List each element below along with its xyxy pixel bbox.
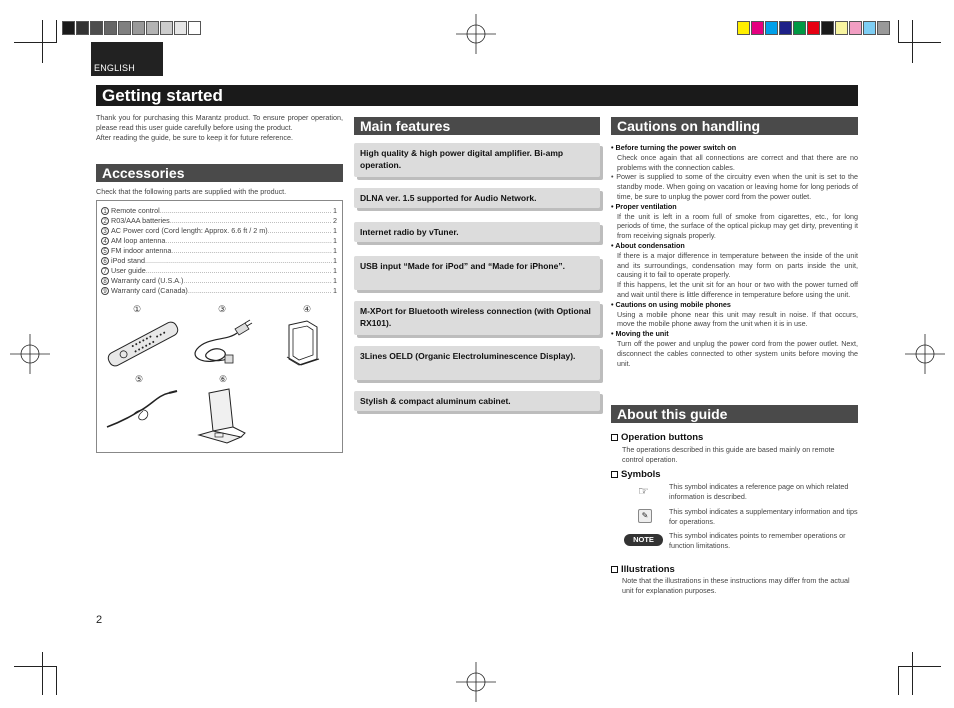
item-label: iPod stand — [111, 256, 145, 265]
illustration-label: ③ — [218, 304, 227, 314]
crop-mark — [56, 20, 57, 42]
crop-mark — [14, 42, 57, 43]
crop-mark — [42, 652, 43, 695]
crop-mark — [898, 42, 941, 43]
color-swatch — [863, 21, 876, 35]
illustration-label: ⑤ — [135, 374, 144, 384]
item-number: 9 — [101, 287, 109, 295]
feature-item: DLNA ver. 1.5 supported for Audio Network. — [354, 188, 600, 208]
item-number: 2 — [101, 217, 109, 225]
color-swatch — [146, 21, 159, 35]
caution-subheading: • Cautions on using mobile phones — [611, 299, 731, 309]
item-quantity: 1 — [333, 236, 337, 245]
caution-text: If there is a major difference in temperature between the inside of the unit and its surroundings, condensation may form on parts inside the unit, causing it to fail to operate properly. — [617, 250, 858, 280]
color-swatch — [90, 21, 103, 35]
crop-mark — [14, 666, 57, 667]
leader-dots — [145, 256, 332, 266]
symbol-tips-text: This symbol indicates a supplementary information and tips for operations. — [669, 507, 858, 526]
accessory-item — [101, 226, 337, 236]
caution-subheading: • Proper ventilation — [611, 201, 677, 211]
remote-control-illustration — [103, 319, 183, 369]
item-number: 7 — [101, 267, 109, 275]
color-swatch — [793, 21, 806, 35]
item-label: Remote control — [111, 206, 160, 215]
illustration-label: ⑥ — [219, 374, 228, 384]
checkbox-icon — [611, 434, 618, 441]
caution-text: If the unit is left in a room full of smoke from cigarettes, etc., for long periods of time, the surface of the optical pickup may get dirty, preventing it from receiving signals properly. — [617, 211, 858, 241]
color-swatch — [877, 21, 890, 35]
crop-mark — [912, 20, 913, 63]
accessory-item — [101, 246, 337, 256]
color-swatch — [76, 21, 89, 35]
checkbox-icon — [611, 566, 618, 573]
page-title: Getting started — [96, 85, 858, 106]
item-quantity: 2 — [333, 216, 337, 225]
registration-mark — [10, 334, 50, 374]
color-swatch — [104, 21, 117, 35]
leader-dots — [183, 276, 332, 286]
operation-buttons-heading: Operation buttons — [611, 432, 703, 443]
accessory-item — [101, 236, 337, 246]
item-label: AM loop antenna — [111, 236, 166, 245]
color-swatch — [779, 21, 792, 35]
symbol-note-text: This symbol indicates points to remember operations or function limitations. — [669, 531, 846, 550]
item-number: 3 — [101, 227, 109, 235]
accessories-box — [96, 200, 343, 453]
accessories-note: Check that the following parts are supplied with the product. — [96, 187, 287, 196]
crop-mark — [56, 666, 57, 695]
cautions-heading: Cautions on handling — [611, 117, 858, 135]
caution-subheading: • Before turning the power switch on — [611, 143, 737, 152]
registration-mark — [905, 334, 945, 374]
illustrations-heading: Illustrations — [611, 564, 675, 575]
color-swatch — [737, 21, 750, 35]
leader-dots — [165, 236, 332, 246]
pencil-icon: ✎ — [638, 509, 652, 523]
item-label: FM indoor antenna — [111, 246, 172, 255]
pointing-hand-icon: ☞ — [638, 484, 649, 498]
item-quantity: 1 — [333, 286, 337, 295]
leader-dots — [170, 216, 332, 226]
illustration-label: ④ — [303, 304, 312, 314]
language-label: ENGLISH — [94, 63, 135, 73]
feature-item: USB input “Made for iPod” and “Made for iPhone”. — [354, 256, 600, 290]
leader-dots — [188, 286, 332, 296]
intro-after: After reading the guide, be sure to keep it for future reference. — [96, 132, 293, 142]
item-label: R03/AAA batteries — [111, 216, 170, 225]
fm-antenna-illustration — [103, 387, 183, 432]
item-quantity: 1 — [333, 246, 337, 255]
item-label: AC Power cord (Cord length: Approx. 6.6 ft / 2 m) — [111, 226, 268, 235]
illustrations-text: Note that the illustrations in these instructions may differ from the actual unit for explanation purposes. — [622, 576, 850, 595]
about-guide-heading: About this guide — [611, 405, 858, 423]
accessory-item — [101, 216, 337, 226]
crop-mark — [42, 20, 43, 63]
color-swatch — [835, 21, 848, 35]
caution-text: Using a mobile phone near this unit may result in noise. If that occurs, move the mobile phone away from the unit when it is in use. — [617, 309, 858, 329]
crop-mark — [898, 20, 899, 42]
crop-mark — [912, 652, 913, 695]
feature-item: Stylish & compact aluminum cabinet. — [354, 391, 600, 411]
color-swatch — [62, 21, 75, 35]
intro-paragraph: Thank you for purchasing this Marantz product. To ensure proper operation, please read this user guide carefully before using the product. — [96, 113, 343, 132]
item-quantity: 1 — [333, 276, 337, 285]
color-swatch — [807, 21, 820, 35]
item-label: Warranty card (U.S.A.) — [111, 276, 184, 285]
item-quantity: 1 — [333, 256, 337, 265]
caution-text: If this happens, let the unit sit for an hour or two with the power turned off and wait until there is little difference in temperature before using the unit. — [617, 280, 858, 299]
gray-swatch-strip — [62, 21, 202, 35]
item-quantity: 1 — [333, 206, 337, 215]
caution-text: • Power is supplied to some of the circuitry even when the unit is set to the standby mode. When going on vacation or leaving home for long periods of time, be sure to unplug the power cord from the power outlet. — [611, 172, 858, 201]
accessory-item — [101, 256, 337, 266]
note-badge: NOTE — [624, 534, 663, 546]
item-number: 1 — [101, 207, 109, 215]
accessory-item — [101, 266, 337, 276]
leader-dots — [171, 246, 332, 256]
page-number: 2 — [96, 614, 103, 626]
symbol-reference-text: This symbol indicates a reference page on which related information is described. — [669, 482, 849, 501]
color-swatch — [174, 21, 187, 35]
accessories-list — [101, 206, 337, 296]
item-quantity: 1 — [333, 226, 337, 235]
symbols-heading: Symbols — [611, 469, 661, 480]
feature-item: M-XPort for Bluetooth wireless connection (with Optional RX101). — [354, 301, 600, 335]
operation-buttons-text: The operations described in this guide are based mainly on remote control operation. — [622, 445, 835, 464]
registration-mark — [456, 662, 496, 702]
item-number: 5 — [101, 247, 109, 255]
language-tab — [91, 42, 163, 76]
feature-item: High quality & high power digital amplifier. Bi-amp operation. — [354, 143, 600, 177]
registration-mark — [456, 14, 496, 54]
item-label: User guide — [111, 266, 146, 275]
caution-subheading: • Moving the unit — [611, 329, 669, 339]
color-swatch — [849, 21, 862, 35]
color-swatch — [132, 21, 145, 35]
item-number: 4 — [101, 237, 109, 245]
crop-mark — [898, 666, 941, 667]
leader-dots — [268, 226, 332, 236]
color-swatch — [160, 21, 173, 35]
item-quantity: 1 — [333, 266, 337, 275]
item-label: Warranty card (Canada) — [111, 286, 188, 295]
accessory-item — [101, 276, 337, 286]
color-swatch — [751, 21, 764, 35]
ipod-stand-illustration — [195, 387, 255, 447]
item-number: 8 — [101, 277, 109, 285]
accessory-item — [101, 286, 337, 296]
color-swatch — [821, 21, 834, 35]
color-swatch — [118, 21, 131, 35]
feature-item: 3Lines OELD (Organic Electroluminescence Display). — [354, 346, 600, 380]
illustration-label: ① — [133, 304, 142, 314]
checkbox-icon — [611, 471, 618, 478]
power-cord-illustration — [187, 319, 257, 369]
color-swatch-strip — [737, 21, 891, 35]
intro-text — [96, 113, 343, 142]
color-swatch — [765, 21, 778, 35]
am-antenna-illustration — [283, 319, 323, 369]
caution-text: Check once again that all connections are correct and that there are no problems with the connection cables. — [617, 152, 858, 172]
cautions-text — [611, 143, 858, 368]
item-number: 6 — [101, 257, 109, 265]
caution-subheading: • About condensation — [611, 240, 685, 250]
leader-dots — [146, 266, 332, 276]
feature-item: Internet radio by vTuner. — [354, 222, 600, 242]
accessory-item — [101, 206, 337, 216]
leader-dots — [160, 206, 332, 216]
color-swatch — [188, 21, 201, 35]
caution-text: Turn off the power and unplug the power cord from the power outlet. Next, disconnect the cables connected to other system units before moving the unit. — [617, 338, 858, 368]
main-features-heading: Main features — [354, 117, 600, 135]
crop-mark — [898, 666, 899, 695]
accessories-heading: Accessories — [96, 164, 343, 182]
